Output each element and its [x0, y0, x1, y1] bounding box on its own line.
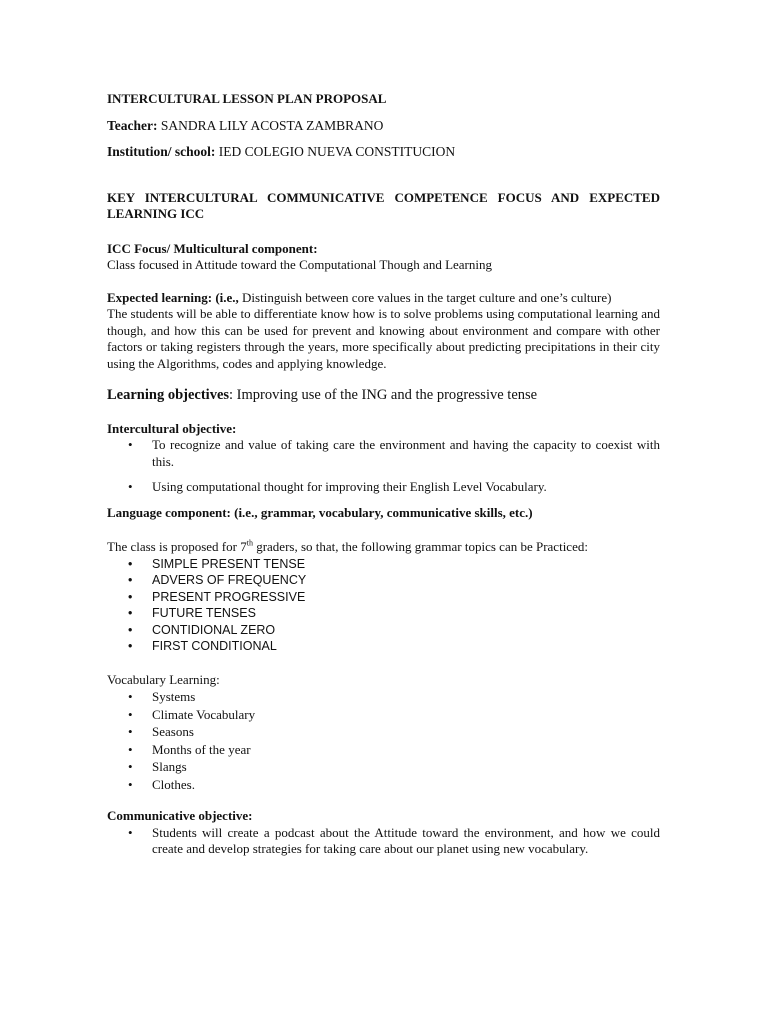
learning-objectives-text: : Improving use of the ING and the progressive tense [229, 387, 538, 403]
class-text-start: The class is proposed for 7 [107, 539, 247, 554]
list-item: • Months of the year [107, 741, 660, 759]
list-item: • Slangs [107, 758, 660, 776]
list-item: • Seasons [107, 723, 660, 741]
vocabulary-learning-label: Vocabulary Learning: [107, 671, 220, 687]
icc-focus-text: Class focused in Attitude toward the Computational Though and Learning [107, 257, 492, 272]
grammar-topics-list [107, 556, 660, 655]
list-item: • Climate Vocabulary [107, 706, 660, 724]
expected-learning-label: Expected learning: [107, 289, 213, 305]
learning-objectives-label: Learning objectives [107, 387, 230, 403]
class-text-end: graders, so that, the following grammar topics can be Practiced: [252, 539, 588, 554]
list-item: • Using computational thought for improving their English Level Vocabulary. [107, 479, 660, 496]
learning-objectives-line [107, 387, 660, 404]
document-body [107, 91, 660, 858]
language-component-label: Language component: (i.e., grammar, vocabulary, communicative skills, etc.) [107, 504, 533, 520]
expected-learning-line [107, 290, 660, 307]
institution-label: Institution/ school: [107, 144, 216, 159]
expected-learning-hint: Distinguish between core values in the target culture and one’s culture) [238, 289, 612, 305]
class-text-sup: th [246, 538, 253, 548]
intercultural-objective-label: Intercultural objective: [107, 420, 237, 436]
institution-name: IED COLEGIO NUEVA CONSTITUCION [215, 144, 456, 159]
list-item: • CONTIDIONAL ZERO [107, 622, 660, 639]
expected-learning-ie: (i.e., [212, 289, 239, 305]
list-item: • Clothes. [107, 776, 660, 794]
class-proposal-line [107, 539, 660, 556]
teacher-label: Teacher: [107, 117, 158, 133]
list-item: • Students will create a podcast about the Attitude toward the environment, and how we could create and develop strategies for taking care about our planet using new vocabulary. [107, 825, 660, 858]
expected-learning-text: The students will be able to differentiate know how is to solve problems using computational learning and though, and how this can be used for prevent and knowing about environment and compare with other factors or taking registers through the years, more specifically about predicting precipitations in their city using the Algorithms, codes and applying knowledge. [107, 306, 660, 371]
document-title: INTERCULTURAL LESSON PLAN PROPOSAL [107, 91, 387, 106]
teacher-name: SANDRA LILY ACOSTA ZAMBRANO [157, 117, 384, 133]
list-item: • Systems [107, 688, 660, 706]
communicative-objective-label: Communicative objective: [107, 808, 253, 823]
list-item: • SIMPLE PRESENT TENSE [107, 556, 660, 573]
teacher-line [107, 118, 660, 135]
list-item: • FIRST CONDITIONAL [107, 638, 660, 655]
communicative-list [107, 825, 660, 858]
intercultural-list [107, 437, 660, 496]
list-item: • PRESENT PROGRESSIVE [107, 589, 660, 606]
key-competence-heading: KEY INTERCULTURAL COMMUNICATIVE COMPETENCE FOCUS AND EXPECTED LEARNING ICC [107, 189, 660, 221]
institution-line [107, 144, 660, 161]
vocabulary-list [107, 688, 660, 793]
list-item: • ADVERS OF FREQUENCY [107, 572, 660, 589]
list-item: • FUTURE TENSES [107, 605, 660, 622]
list-item: • To recognize and value of taking care the environment and having the capacity to coexist with this. [107, 437, 660, 470]
icc-focus-label: ICC Focus/ Multicultural component: [107, 240, 318, 256]
